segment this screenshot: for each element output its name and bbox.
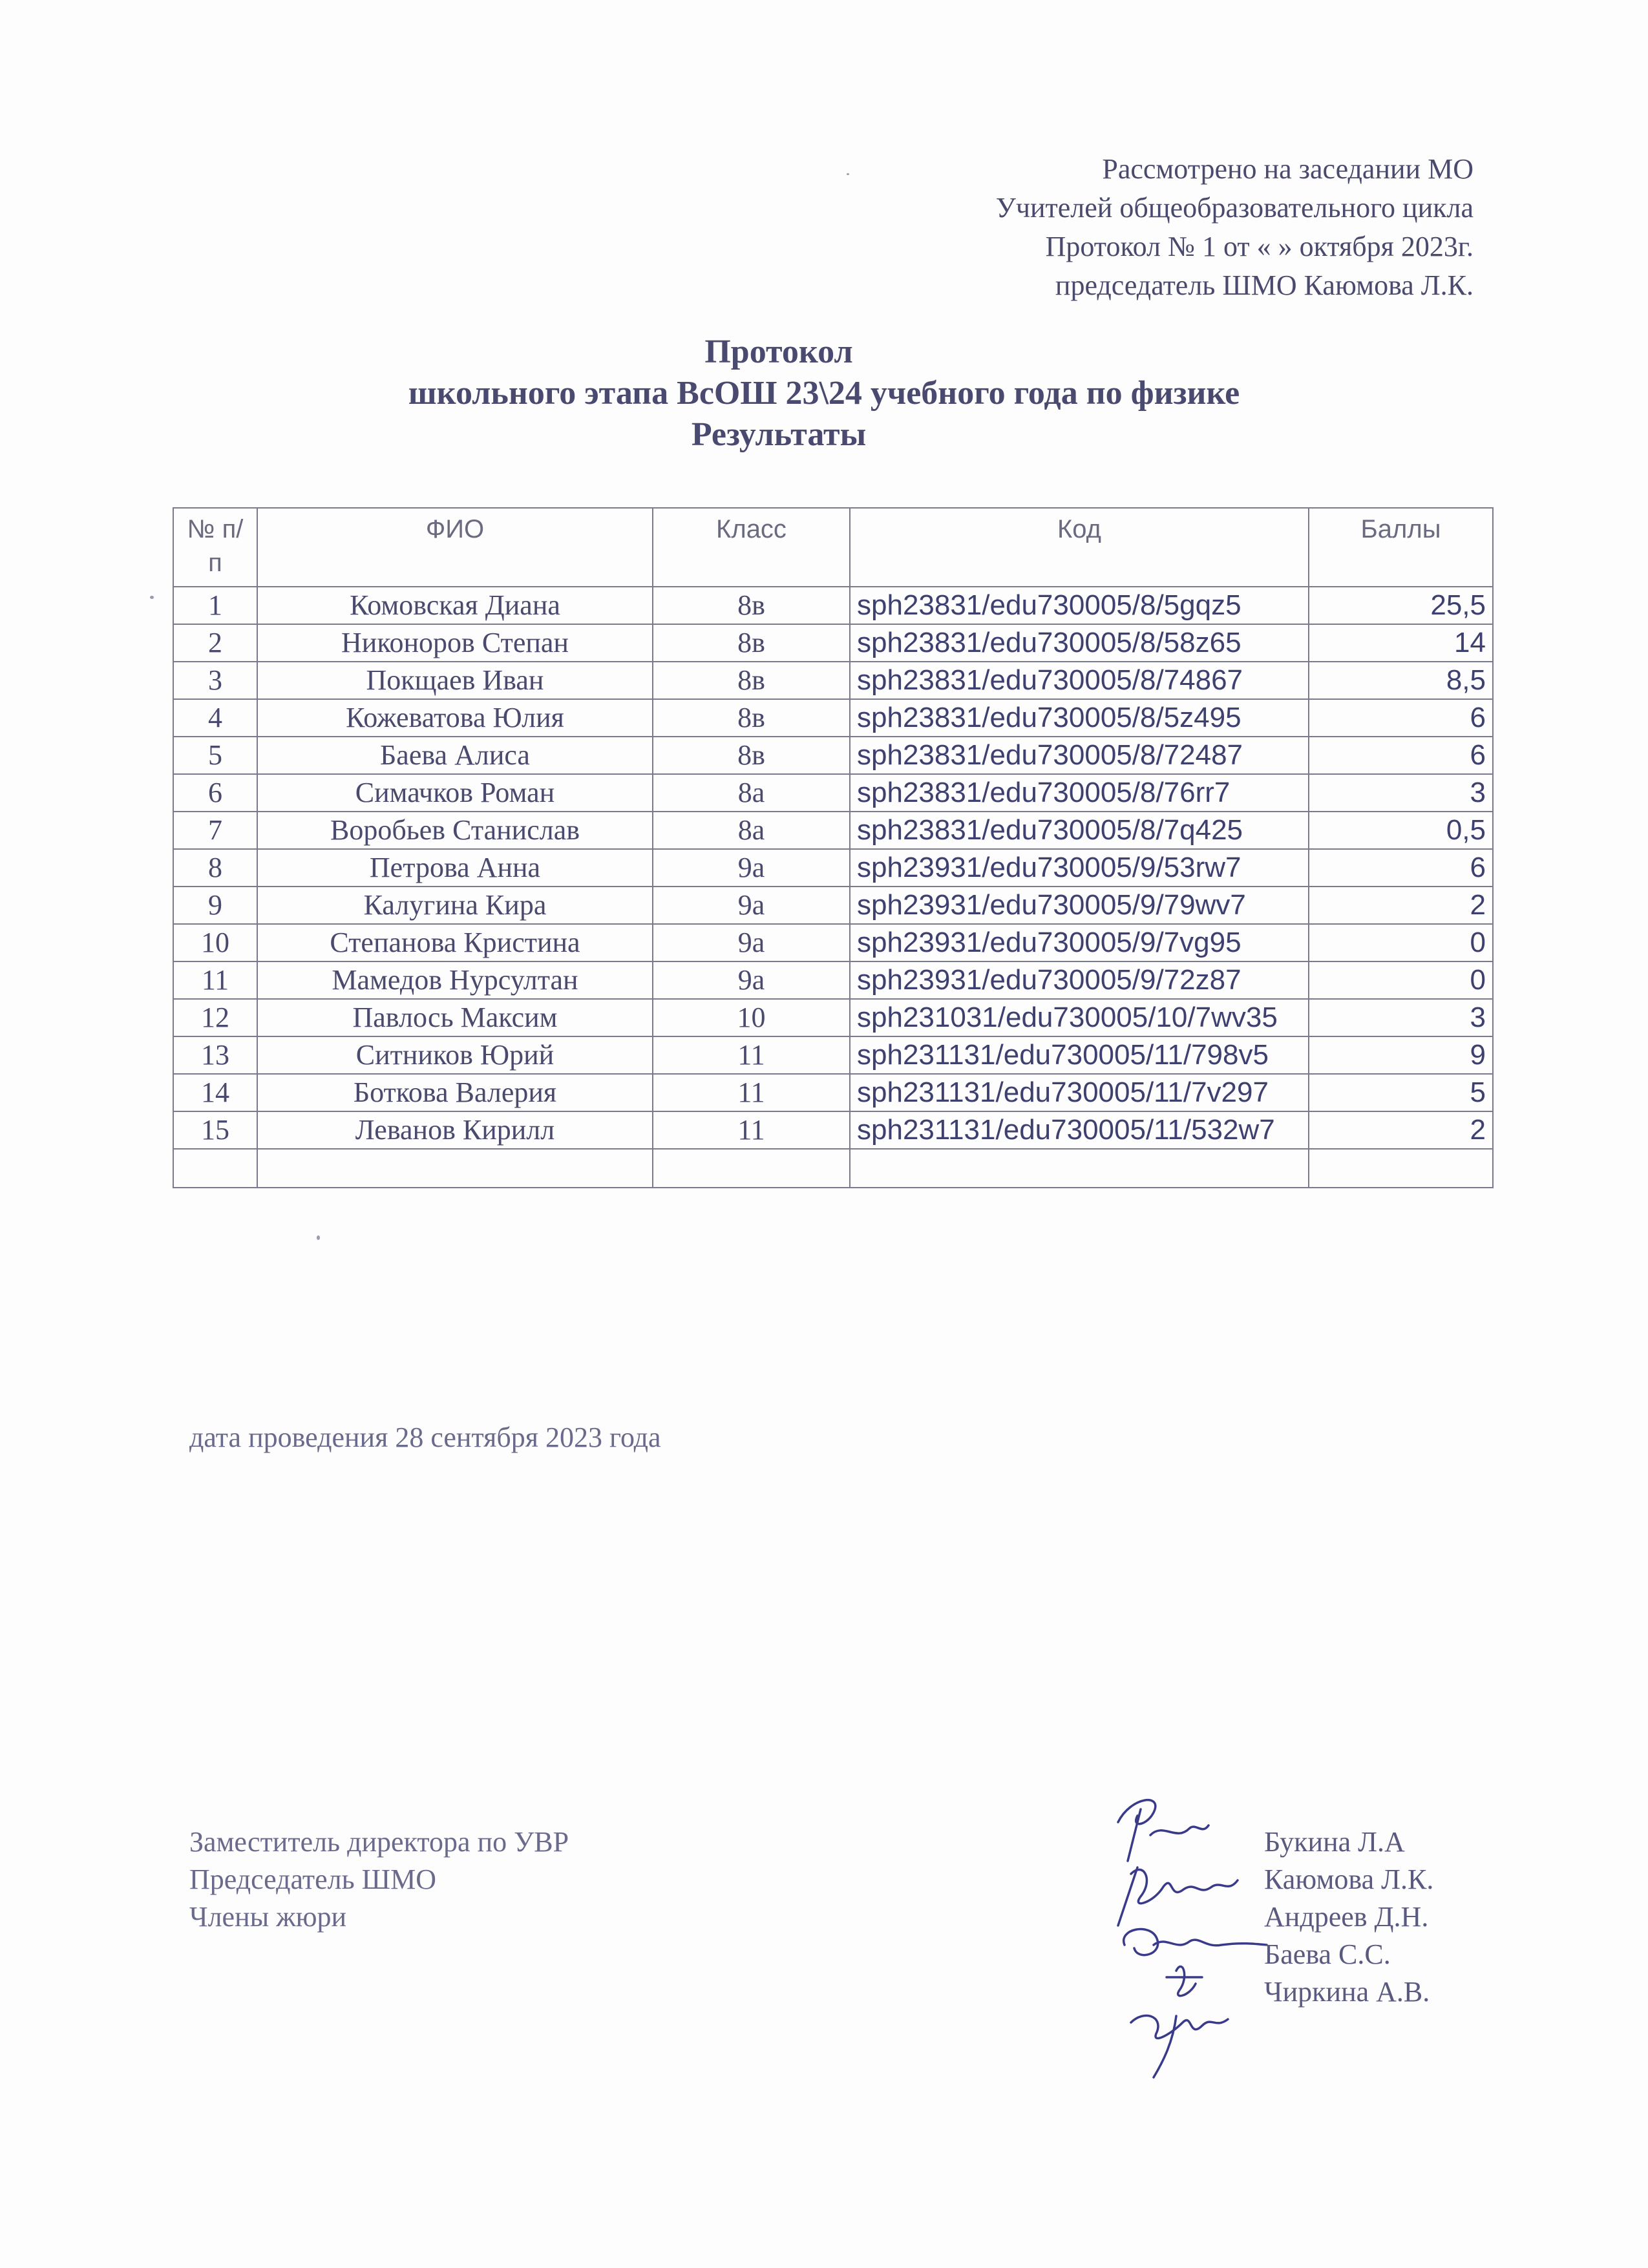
score-value: 6 (1309, 737, 1493, 774)
score-value: 14 (1309, 624, 1493, 662)
event-date: дата проведения 28 сентября 2023 года (189, 1422, 661, 1453)
student-name: Леванов Кирилл (257, 1111, 653, 1149)
score-value: 6 (1309, 699, 1493, 737)
student-class: 8а (653, 774, 850, 812)
score-value: 3 (1309, 774, 1493, 812)
scan-speck (847, 173, 849, 175)
empty-cell (1309, 1149, 1493, 1188)
table-row-empty (173, 1149, 1493, 1188)
student-class: 8в (653, 587, 850, 624)
scan-speck (150, 596, 154, 599)
student-name: Кожеватова Юлия (257, 699, 653, 737)
row-number: 4 (173, 699, 257, 737)
row-number: 10 (173, 924, 257, 961)
table-row (173, 1111, 1493, 1149)
student-name: Баева Алиса (257, 737, 653, 774)
student-class: 8а (653, 812, 850, 849)
table-row (173, 1036, 1493, 1074)
approval-line-3: Протокол № 1 от « » октября 2023г. (1045, 231, 1474, 262)
signer-name: Баева С.С. (1264, 1938, 1391, 1970)
student-class: 11 (653, 1074, 850, 1111)
title-line-1: Протокол (704, 333, 853, 370)
signature-2 (1118, 1867, 1238, 1926)
score-value: 6 (1309, 849, 1493, 887)
row-number: 5 (173, 737, 257, 774)
participant-code: sph231131/edu730005/11/532w7 (850, 1111, 1309, 1149)
participant-code: sph23831/edu730005/8/7q425 (850, 812, 1309, 849)
row-number: 12 (173, 999, 257, 1036)
student-class: 9а (653, 887, 850, 924)
approval-line-2: Учителей общеобразовательного цикла (995, 192, 1474, 224)
student-name: Степанова Кристина (257, 924, 653, 961)
row-number: 1 (173, 587, 257, 624)
participant-code: sph23831/edu730005/8/58z65 (850, 624, 1309, 662)
table-row (173, 1074, 1493, 1111)
role-chair: Председатель ШМО (189, 1864, 436, 1895)
row-number: 3 (173, 662, 257, 699)
table-row (173, 961, 1493, 999)
row-number: 2 (173, 624, 257, 662)
row-number: 6 (173, 774, 257, 812)
student-name: Калугина Кира (257, 887, 653, 924)
student-name: Ситников Юрий (257, 1036, 653, 1074)
header-code: Код (850, 508, 1309, 587)
student-class: 8в (653, 699, 850, 737)
student-name: Петрова Анна (257, 849, 653, 887)
role-jury: Члены жюри (189, 1901, 347, 1933)
signature-names (1264, 1823, 1433, 2011)
score-value: 2 (1309, 1111, 1493, 1149)
participant-code: sph23831/edu730005/8/74867 (850, 662, 1309, 699)
participant-code: sph23931/edu730005/9/79wv7 (850, 887, 1309, 924)
row-number: 8 (173, 849, 257, 887)
row-number: 7 (173, 812, 257, 849)
signer-name: Чиркина А.В. (1264, 1976, 1430, 2008)
header-fio: ФИО (257, 508, 653, 587)
role-deputy: Заместитель директора по УВР (189, 1826, 569, 1858)
student-class: 9а (653, 849, 850, 887)
student-name: Боткова Валерия (257, 1074, 653, 1111)
empty-cell (257, 1149, 653, 1188)
signer-name: Букина Л.А (1264, 1826, 1405, 1858)
score-value: 25,5 (1309, 587, 1493, 624)
participant-code: sph23831/edu730005/8/5gqz5 (850, 587, 1309, 624)
participant-code: sph23931/edu730005/9/7vg95 (850, 924, 1309, 961)
score-value: 5 (1309, 1074, 1493, 1111)
approval-line-4: председатель ШМО Каюмова Л.К. (1055, 269, 1474, 301)
row-number: 14 (173, 1074, 257, 1111)
approval-line-1: Рассмотрено на заседании МО (1102, 153, 1474, 185)
row-number: 11 (173, 961, 257, 999)
student-name: Никоноров Степан (257, 624, 653, 662)
student-name: Павлось Максим (257, 999, 653, 1036)
table-row (173, 587, 1493, 624)
header-class: Класс (653, 508, 850, 587)
table-row (173, 699, 1493, 737)
signer-name: Каюмова Л.К. (1264, 1864, 1434, 1895)
table-row (173, 887, 1493, 924)
student-class: 9а (653, 924, 850, 961)
header-num: № п/п (173, 508, 257, 587)
score-value: 8,5 (1309, 662, 1493, 699)
empty-cell (653, 1149, 850, 1188)
table-body (173, 587, 1493, 1188)
participant-code: sph231031/edu730005/10/7wv35 (850, 999, 1309, 1036)
header-score: Баллы (1309, 508, 1493, 587)
handwritten-signatures (1092, 1783, 1286, 2081)
approval-block (996, 150, 1474, 305)
student-class: 8в (653, 662, 850, 699)
score-value: 0 (1309, 961, 1493, 999)
table-row (173, 624, 1493, 662)
signature-5 (1131, 2015, 1228, 2077)
student-class: 10 (653, 999, 850, 1036)
table-row (173, 924, 1493, 961)
scan-speck (317, 1235, 320, 1240)
results-table (173, 507, 1494, 1188)
student-name: Симачков Роман (257, 774, 653, 812)
participant-code: sph23831/edu730005/8/5z495 (850, 699, 1309, 737)
signature-4 (1167, 1966, 1202, 1995)
row-number: 13 (173, 1036, 257, 1074)
student-name: Комовская Диана (257, 587, 653, 624)
row-number: 9 (173, 887, 257, 924)
empty-cell (850, 1149, 1309, 1188)
signature-3 (1124, 1929, 1267, 1955)
table-header-row (173, 508, 1493, 587)
row-number: 15 (173, 1111, 257, 1149)
student-name: Воробьев Станислав (257, 812, 653, 849)
student-class: 8в (653, 737, 850, 774)
document-title (0, 331, 1648, 456)
participant-code: sph23931/edu730005/9/53rw7 (850, 849, 1309, 887)
table-row (173, 849, 1493, 887)
score-value: 3 (1309, 999, 1493, 1036)
student-class: 11 (653, 1111, 850, 1149)
student-class: 8в (653, 624, 850, 662)
score-value: 9 (1309, 1036, 1493, 1074)
participant-code: sph231131/edu730005/11/798v5 (850, 1036, 1309, 1074)
student-class: 11 (653, 1036, 850, 1074)
score-value: 2 (1309, 887, 1493, 924)
participant-code: sph23831/edu730005/8/72487 (850, 737, 1309, 774)
signature-roles (189, 1823, 569, 1936)
table-row (173, 662, 1493, 699)
student-name: Покщаев Иван (257, 662, 653, 699)
title-line-2: школьного этапа ВсОШ 23\24 учебного года по физике (408, 375, 1240, 412)
participant-code: sph231131/edu730005/11/7v297 (850, 1074, 1309, 1111)
signature-1 (1118, 1800, 1209, 1861)
student-name: Мамедов Нурсултан (257, 961, 653, 999)
table-row (173, 774, 1493, 812)
participant-code: sph23831/edu730005/8/76rr7 (850, 774, 1309, 812)
signer-name: Андреев Д.Н. (1264, 1901, 1429, 1933)
table-row (173, 737, 1493, 774)
participant-code: sph23931/edu730005/9/72z87 (850, 961, 1309, 999)
score-value: 0,5 (1309, 812, 1493, 849)
student-class: 9а (653, 961, 850, 999)
score-value: 0 (1309, 924, 1493, 961)
table-row (173, 812, 1493, 849)
table-row (173, 999, 1493, 1036)
empty-cell (173, 1149, 257, 1188)
title-line-3: Результаты (691, 416, 867, 453)
